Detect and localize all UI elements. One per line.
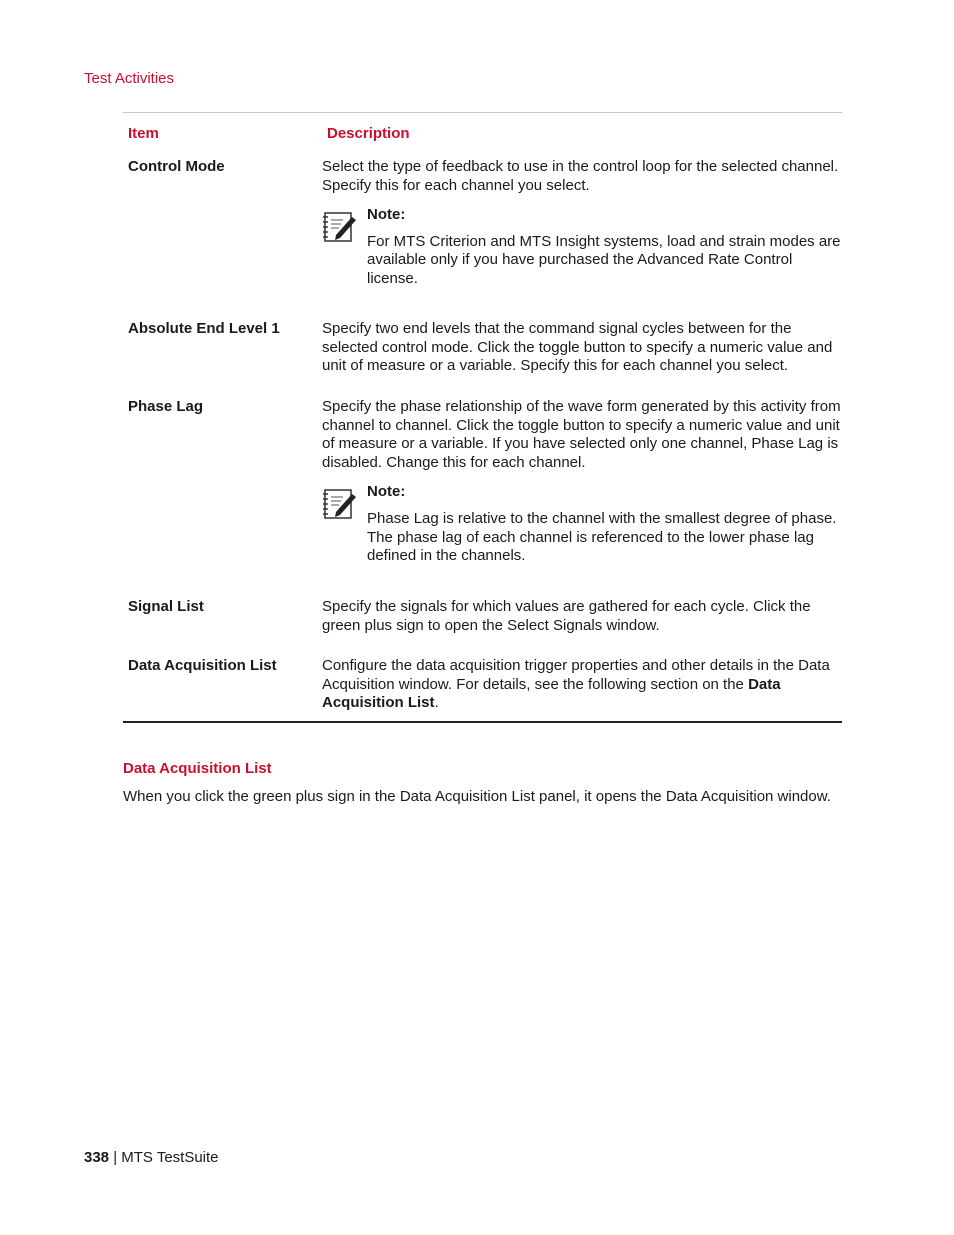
note-pencil-icon	[322, 206, 367, 288]
page-footer	[84, 1149, 219, 1166]
table-row	[123, 598, 842, 657]
note-callout	[322, 483, 842, 565]
running-header: Test Activities	[84, 70, 175, 87]
footer-separator: |	[109, 1149, 122, 1166]
table-row	[123, 320, 842, 398]
column-header-item: Item	[128, 125, 159, 142]
page-number: 338	[84, 1149, 110, 1166]
item-description: Specify the signals for which values are gathered for each cycle. Click the green plus sign to open the Select Signals window.	[322, 598, 811, 634]
document-title: MTS TestSuite	[121, 1149, 219, 1166]
table-row	[123, 398, 842, 598]
section-paragraph: When you click the green plus sign in the Data Acquisition List panel, it opens the Data Acquisition window.	[123, 788, 831, 805]
item-name: Absolute End Level 1	[128, 320, 280, 337]
table-header	[123, 113, 842, 158]
item-name: Phase Lag	[128, 398, 204, 415]
item-description: Configure the data acquisition trigger properties and other details in the Data Acquisition window. For details, see the following section on the Data Acquisition List.	[322, 657, 830, 712]
item-description: Specify two end levels that the command signal cycles between for the selected control mode. Click the toggle button to specify a numeric value and unit of measure or a variable. Specify this for each channel you select.	[322, 320, 833, 375]
note-title: Note:	[367, 483, 406, 501]
note-pencil-icon	[322, 483, 367, 565]
item-description: Select the type of feedback to use in the control loop for the selected channel. Specify this for each channel you select.	[322, 158, 839, 194]
note-text: Phase Lag is relative to the channel with the smallest degree of phase. The phase lag of each channel is referenced to the lower phase lag defined in the channels.	[367, 509, 837, 565]
table-row	[123, 657, 842, 721]
item-name: Signal List	[128, 598, 204, 615]
item-description-table	[123, 112, 842, 723]
note-text: For MTS Criterion and MTS Insight systems, load and strain modes are available only if you have purchased the Advanced Rate Control license.	[367, 232, 841, 287]
table-row	[123, 158, 842, 320]
note-title: Note:	[367, 206, 406, 224]
note-callout	[322, 206, 842, 288]
section-heading: Data Acquisition List	[123, 760, 272, 777]
column-header-description: Description	[327, 125, 410, 142]
item-description: Specify the phase relationship of the wave form generated by this activity from channel to channel. Click the toggle button to specify a numeric value and unit of measure or a variable. If you have selected only one channel, Phase Lag is disabled. Change this for each channel.	[322, 398, 841, 471]
item-name: Data Acquisition List	[128, 657, 277, 674]
cross-reference-link[interactable]: Data Acquisition List	[322, 675, 781, 712]
item-name: Control Mode	[128, 158, 225, 175]
